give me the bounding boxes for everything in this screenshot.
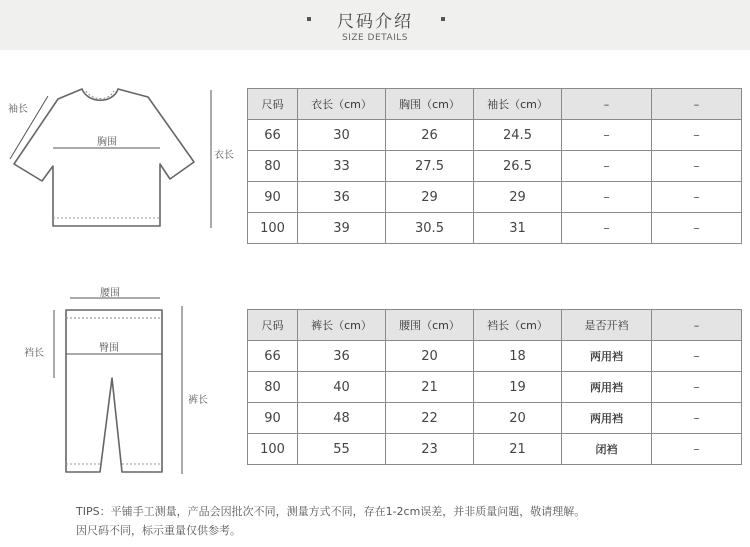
- table-row: [248, 434, 742, 465]
- table-cell: 30: [298, 120, 386, 151]
- table-cell: –: [652, 151, 742, 182]
- table-row: [248, 403, 742, 434]
- chest-label: 胸围: [97, 137, 117, 148]
- table-row: [248, 120, 742, 151]
- table-cell: 29: [474, 182, 562, 213]
- table-cell: –: [652, 120, 742, 151]
- bullet-right-icon: [441, 17, 445, 21]
- column-header: 尺码: [248, 89, 298, 120]
- table-row: [248, 372, 742, 403]
- pants-garment-icon: [0, 278, 245, 483]
- pants-size-table: [247, 309, 742, 465]
- column-header: 袖长（cm）: [474, 89, 562, 120]
- table-cell: –: [562, 120, 652, 151]
- column-header: 裤长（cm）: [298, 310, 386, 341]
- table-cell: 26: [386, 120, 474, 151]
- table-row: [248, 213, 742, 244]
- table-cell: –: [652, 434, 742, 465]
- table-cell: –: [652, 182, 742, 213]
- top-size-table: [247, 88, 742, 244]
- table-cell: 33: [298, 151, 386, 182]
- table-cell: 23: [386, 434, 474, 465]
- table-cell: 29: [386, 182, 474, 213]
- table-cell: 21: [386, 372, 474, 403]
- table-cell: 22: [386, 403, 474, 434]
- page-title: 尺码介绍: [337, 12, 413, 32]
- table-cell: –: [562, 213, 652, 244]
- table-cell: 18: [474, 341, 562, 372]
- table-cell: 31: [474, 213, 562, 244]
- pants-diagram: [0, 278, 245, 483]
- table-cell: 40: [298, 372, 386, 403]
- table-cell: 36: [298, 182, 386, 213]
- table-cell: 66: [248, 120, 298, 151]
- column-header: 胸围（cm）: [386, 89, 474, 120]
- table-cell: 27.5: [386, 151, 474, 182]
- table-row: [248, 182, 742, 213]
- table-cell: 48: [298, 403, 386, 434]
- page-subtitle: SIZE DETAILS: [341, 33, 409, 43]
- hip-label: 臀围: [99, 343, 119, 354]
- column-header: –: [652, 89, 742, 120]
- top-diagram: [0, 80, 245, 240]
- table-cell: 19: [474, 372, 562, 403]
- column-header: 裆长（cm）: [474, 310, 562, 341]
- table-cell: 80: [248, 372, 298, 403]
- column-header: 尺码: [248, 310, 298, 341]
- table-cell: 24.5: [474, 120, 562, 151]
- tips-line-2: 因尺码不同，标示重量仅供参考。: [76, 524, 241, 537]
- length-label: 衣长: [214, 150, 234, 161]
- table-cell: 30.5: [386, 213, 474, 244]
- table-cell: 两用裆: [562, 372, 652, 403]
- table-cell: –: [652, 403, 742, 434]
- table-cell: –: [652, 341, 742, 372]
- table-cell: 39: [298, 213, 386, 244]
- table-cell: –: [562, 182, 652, 213]
- column-header: 腰围（cm）: [386, 310, 474, 341]
- table-cell: 90: [248, 403, 298, 434]
- sleeve-label: 袖长: [8, 104, 28, 115]
- table-cell: 55: [298, 434, 386, 465]
- top-garment-icon: [0, 80, 245, 240]
- table-cell: 20: [386, 341, 474, 372]
- table-cell: 两用裆: [562, 403, 652, 434]
- table-cell: 两用裆: [562, 341, 652, 372]
- table-cell: –: [652, 372, 742, 403]
- waist-label: 腰围: [100, 288, 120, 299]
- column-header: –: [652, 310, 742, 341]
- table-header-row: [248, 310, 742, 341]
- rise-label: 裆长: [24, 348, 44, 359]
- table-cell: 66: [248, 341, 298, 372]
- section-header: [0, 0, 750, 50]
- table-cell: 20: [474, 403, 562, 434]
- table-row: [248, 151, 742, 182]
- pants-length-label: 裤长: [188, 395, 208, 406]
- table-cell: 80: [248, 151, 298, 182]
- table-cell: 100: [248, 213, 298, 244]
- table-header-row: [248, 89, 742, 120]
- table-cell: –: [562, 151, 652, 182]
- tips-line-1: TIPS：平铺手工测量，产品会因批次不同，测量方式不同，存在1-2cm误差，并非质量问题，敬请理解。: [76, 505, 586, 518]
- table-cell: 闭裆: [562, 434, 652, 465]
- table-row: [248, 341, 742, 372]
- column-header: –: [562, 89, 652, 120]
- column-header: 是否开裆: [562, 310, 652, 341]
- column-header: 衣长（cm）: [298, 89, 386, 120]
- table-cell: 21: [474, 434, 562, 465]
- table-cell: 90: [248, 182, 298, 213]
- table-cell: 100: [248, 434, 298, 465]
- table-cell: 36: [298, 341, 386, 372]
- tips-text: [76, 502, 585, 540]
- table-cell: –: [652, 213, 742, 244]
- table-cell: 26.5: [474, 151, 562, 182]
